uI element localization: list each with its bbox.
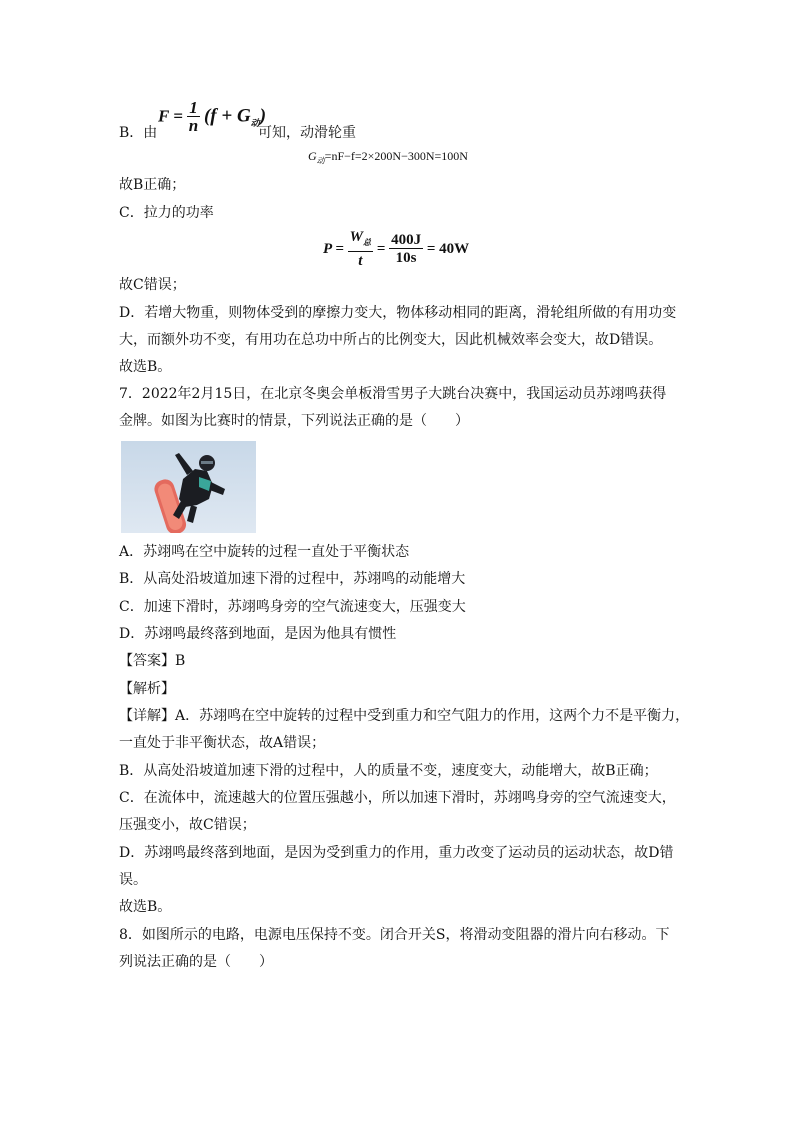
- explanation-line: B．从高处沿坡道加速下滑的过程中，人的质量不变，速度变大，动能增大，故B正确；: [119, 763, 658, 779]
- explanation-line: D．苏翊鸣最终落到地面，是因为受到重力的作用，重力改变了运动员的运动状态，故D错: [119, 845, 674, 861]
- question-7-stem: 金牌。如图为比赛时的情景，下列说法正确的是（ ）: [119, 413, 469, 429]
- snowboarder-photo: [121, 441, 256, 533]
- explanation-line: C．在流体中，流速越大的位置压强越小，所以加速下滑时，苏翊鸣身旁的空气流速变大，: [119, 790, 676, 806]
- option-c: C．加速下滑时，苏翊鸣身旁的空气流速变大，压强变大: [119, 599, 466, 615]
- text-line: 故C错误；: [119, 277, 186, 293]
- explanation-line: 误。: [119, 872, 147, 888]
- text-line-b-suffix: 可知，动滑轮重: [258, 125, 356, 141]
- option-b-prefix: B．由: [119, 125, 158, 141]
- answer-label: 【答案】B: [119, 653, 186, 669]
- formula-power: P = $\frac{W_总}{t}$ = $\frac{400J}{10s}$ = 40W: [323, 229, 470, 269]
- text-line: 大，而额外功不变，有用功在总功中所占的比例变大，因此机械效率会变大，故D错误。: [119, 332, 663, 348]
- formula-force: F = $\frac{1}{n}$ $(f + G_动)$: [158, 98, 267, 135]
- text-line: C．拉力的功率: [119, 205, 214, 221]
- option-d: D．苏翊鸣最终落到地面，是因为他具有惯性: [119, 626, 397, 642]
- text-line-b-formula: [119, 123, 157, 143]
- explanation-line: 一直处于非平衡状态，故A错误；: [119, 735, 326, 751]
- explanation-line: 【详解】A．苏翊鸣在空中旋转的过程中受到重力和空气阻力的作用，这两个力不是平衡力，: [119, 708, 690, 724]
- question-8-stem: 列说法正确的是（ ）: [119, 954, 273, 970]
- option-a: A．苏翊鸣在空中旋转的过程一直处于平衡状态: [119, 544, 410, 560]
- question-8-stem: 8．如图所示的电路，电源电压保持不变。闭合开关S，将滑动变阻器的滑片向右移动。下: [119, 927, 670, 943]
- text-line: D．若增大物重，则物体受到的摩擦力变大，物体移动相同的距离，滑轮组所做的有用功变: [119, 305, 677, 321]
- conclusion-line: 故选B。: [119, 899, 172, 915]
- text-line: 故B正确；: [119, 177, 186, 193]
- question-7-stem: 7．2022年2月15日，在北京冬奥会单板滑雪男子大跳台决赛中，我国运动员苏翊鸣获得: [119, 386, 667, 402]
- analysis-label: 【解析】: [119, 681, 175, 697]
- explanation-line: 压强变小，故C错误；: [119, 817, 256, 833]
- option-b: B．从高处沿坡道加速下滑的过程中，苏翊鸣的动能增大: [119, 571, 466, 587]
- text-line: 故选B。: [119, 359, 172, 375]
- formula-pulley-weight: $G_动=nF-f=2\times 200N-300N=100N$: [308, 149, 468, 166]
